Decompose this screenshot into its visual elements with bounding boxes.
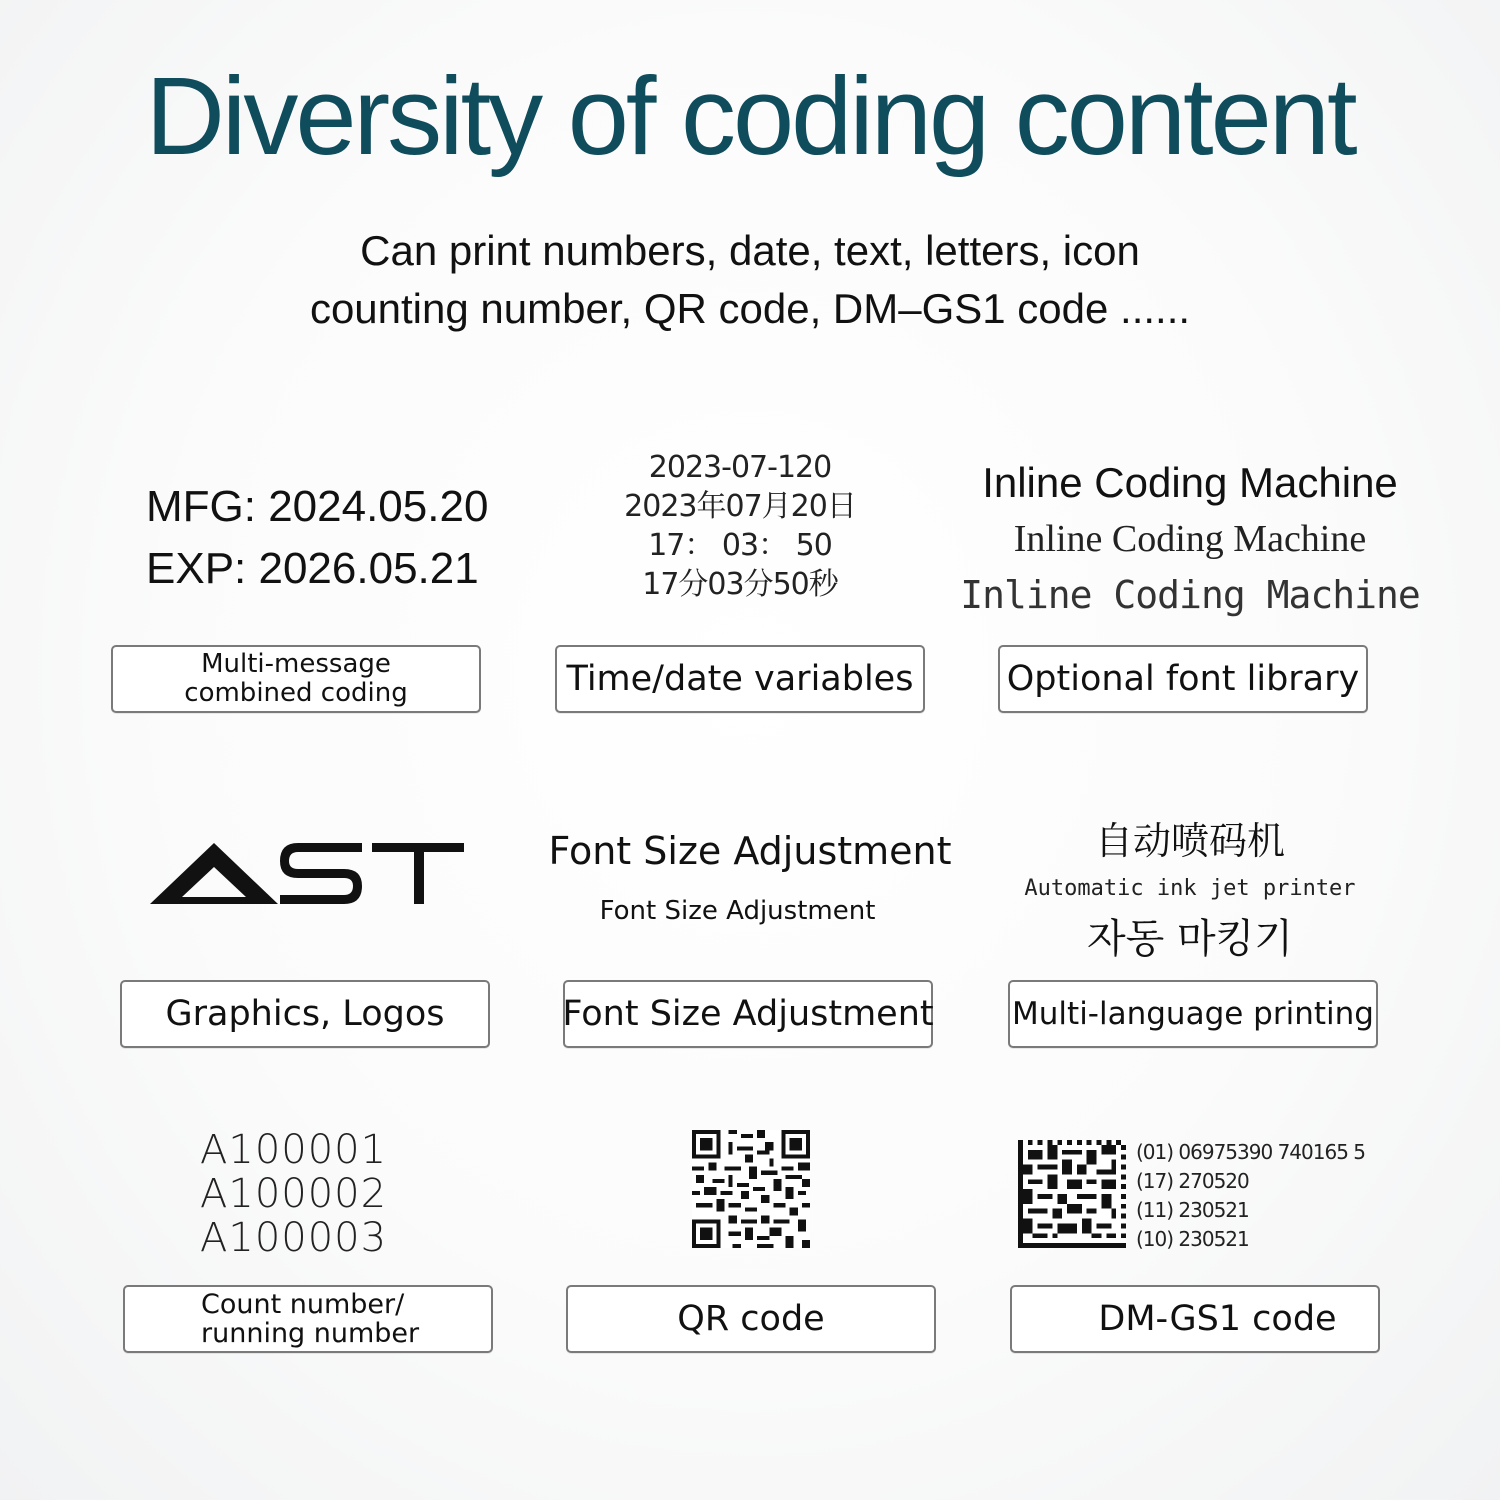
mfg-exp-sample [146,476,488,600]
page-subtitle [0,222,1500,338]
english-text: Automatic ink jet printer [1024,876,1356,901]
date-line-2: 2023年07月20日 [624,489,856,524]
korean-text: 자동 마킹기 [1087,916,1293,962]
gs1-ai-11: (11) 230521 [1136,1198,1249,1222]
date-time-sample [540,448,940,604]
time-date-label [555,645,925,713]
count-line-1: A100001 [200,1127,388,1173]
ast-logo-icon [148,840,466,910]
font-library-label [998,645,1368,713]
font-sample-serif: Inline Coding Machine [1013,518,1367,560]
font-sample-mono: Inline Coding Machine [960,573,1420,617]
gs1-readout [1136,1138,1365,1254]
font-size-label [563,980,933,1048]
multi-message-label-line1: Multi-message [201,649,391,679]
graphics-logos-label [120,980,490,1048]
count-line-3: A100003 [200,1215,388,1261]
count-number-label-line1: Count number/ [201,1289,405,1320]
date-line-3: 17： 03： 50 [648,528,832,563]
gs1-ai-10: (10) 230521 [1136,1227,1249,1251]
qr-code-label [566,1285,936,1353]
count-line-2: A100002 [200,1171,388,1217]
font-sample-sans: Inline Coding Machine [982,459,1398,506]
multi-language-label [1008,980,1378,1048]
gs1-ai-01: (01) 06975390 740165 5 [1136,1140,1365,1164]
subtitle-line-1: Can print numbers, date, text, letters, icon [360,227,1140,274]
chinese-text: 自动喷码机 [1094,819,1285,863]
gs1-ai-17: (17) 270520 [1136,1169,1249,1193]
count-number-sample [200,1128,387,1260]
multi-message-label [111,645,481,713]
datamatrix-icon [1018,1140,1126,1252]
count-number-label-line2: running number [201,1318,420,1349]
dm-gs1-label-text: DM-GS1 code [1098,1298,1337,1339]
font-size-sample [540,825,960,931]
subtitle-line-2: counting number, QR code, DM–GS1 code ...... [309,285,1191,332]
time-date-label-text: Time/date variables [566,658,914,699]
exp-line: EXP: 2026.05.21 [146,544,479,593]
qr-code-icon [692,1130,810,1252]
count-number-label [123,1285,493,1353]
font-size-large: Font Size Adjustment [548,829,952,873]
qr-code-label-text: QR code [677,1298,825,1339]
mfg-line: MFG: 2024.05.20 [146,482,489,531]
multi-message-label-line2: combined coding [184,678,408,708]
multi-language-sample [990,815,1390,967]
multi-language-label-text: Multi-language printing [1012,995,1374,1032]
font-size-label-text: Font Size Adjustment [562,993,934,1034]
page-title: Diversity of coding content [145,55,1355,178]
font-library-sample [950,455,1430,623]
graphics-logos-label-text: Graphics, Logos [165,993,445,1034]
date-line-4: 17分03分50秒 [642,567,838,602]
date-line-1: 2023-07-120 [648,450,832,485]
dm-gs1-label [1010,1285,1380,1353]
font-size-small: Font Size Adjustment [599,896,876,926]
font-library-label-text: Optional font library [1006,658,1360,699]
